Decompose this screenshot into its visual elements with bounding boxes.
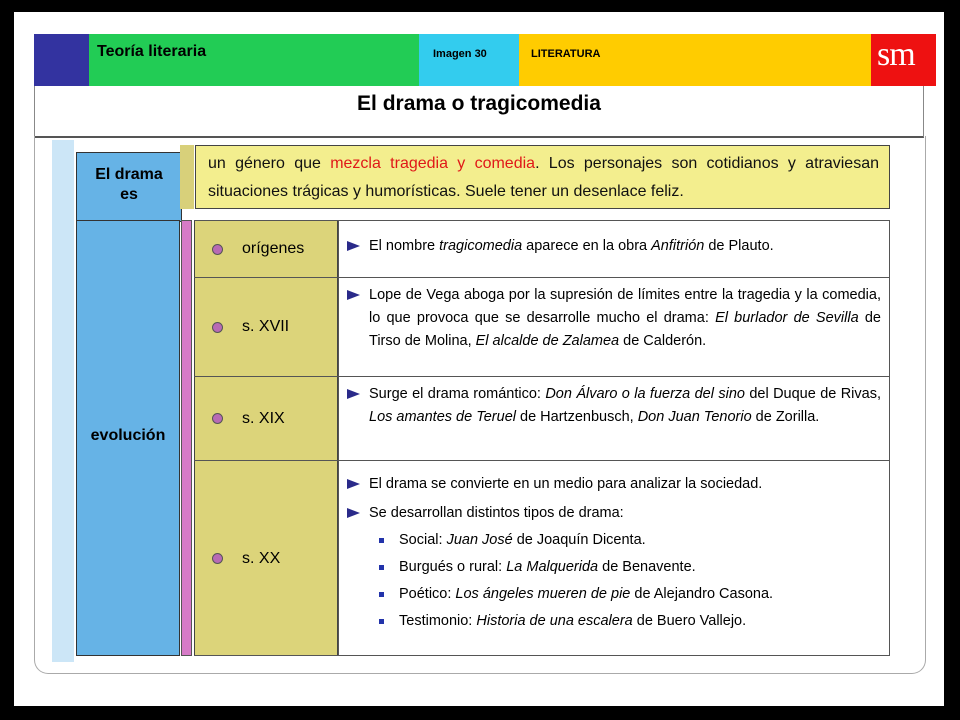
work-title: El burlador de Sevilla — [715, 310, 859, 326]
row-xix — [194, 376, 890, 460]
xix-paragraph — [369, 383, 881, 429]
header-bar — [34, 34, 936, 86]
work-title: Don Juan Tenorio — [637, 409, 752, 425]
author: de Buero Vallejo. — [632, 613, 747, 629]
text: El drama se convierte en un medio para analizar la sociedad. — [369, 476, 763, 492]
text: de Zorilla. — [751, 409, 820, 425]
definition-pre: un género que — [208, 155, 331, 172]
square-bullet-icon — [379, 619, 384, 624]
list-item — [369, 529, 881, 552]
pink-divider — [181, 220, 192, 656]
bullet-dot-icon — [212, 413, 223, 424]
subject-label: LITERATURA — [519, 34, 871, 86]
square-bullet-icon — [379, 538, 384, 543]
list-item — [369, 556, 881, 579]
period-label: orígenes — [242, 240, 305, 257]
arrow-bullet-icon — [347, 241, 360, 251]
row-label — [194, 461, 338, 656]
square-bullet-icon — [379, 565, 384, 570]
drama-kind: Poético: — [399, 586, 456, 602]
work-title: Los ángeles mueren de pie — [455, 586, 631, 602]
work-title: Los amantes de Teruel — [369, 409, 516, 425]
definition-highlight: mezcla tragedia y comedia — [330, 155, 536, 172]
text: Se desarrollan distintos tipos de drama: — [369, 505, 624, 521]
row-text — [338, 221, 890, 277]
header-blue-block — [34, 34, 89, 86]
row-label — [194, 221, 338, 277]
arrow-bullet-icon — [347, 290, 360, 300]
square-bullet-icon — [379, 592, 384, 597]
row-origenes — [194, 220, 890, 277]
drama-kind: Burgués o rural: — [399, 559, 507, 575]
origins-paragraph — [369, 235, 881, 258]
arrow-bullet-icon — [347, 479, 360, 489]
image-label: Imagen 30 — [419, 34, 519, 86]
text: El nombre — [369, 238, 440, 254]
work-title: Anfitrión — [651, 238, 705, 254]
drama-kind: Testimonio: — [399, 613, 477, 629]
drama-kind: Social: — [399, 532, 447, 548]
text: Lope de Vega aboga por la supresión de límites entre la tragedia y la comedia, lo que provoca que se desarrolle mucho el drama: — [369, 287, 881, 326]
work-title: tragicomedia — [439, 238, 523, 254]
definition-label: El drama es — [76, 152, 182, 222]
definition-olive-strip — [180, 145, 194, 209]
bullet-dot-icon — [212, 244, 223, 255]
text: de Tirso de Molina, — [369, 310, 881, 349]
text: de Plauto. — [704, 238, 774, 254]
list-item — [369, 583, 881, 606]
author: de Joaquín Dicenta. — [512, 532, 646, 548]
page-title: El drama o tragicomedia — [357, 92, 601, 115]
arrow-bullet-icon — [347, 508, 360, 518]
author: de Alejandro Casona. — [630, 586, 774, 602]
period-label: s. XVII — [242, 318, 290, 335]
bullet-dot-icon — [212, 322, 223, 333]
left-blue-strip — [52, 140, 74, 662]
arrow-bullet-icon — [347, 389, 360, 399]
period-label: s. XIX — [242, 409, 285, 427]
work-title: Don Álvaro o la fuerza del sino — [545, 386, 745, 402]
row-label — [194, 377, 338, 460]
period-label: s. XX — [242, 549, 281, 567]
row-text — [338, 461, 890, 656]
work-title: La Malquerida — [506, 559, 599, 575]
text: de Hartzenbusch, — [515, 409, 638, 425]
xx-paragraph-2 — [369, 502, 881, 525]
evolution-label: evolución — [76, 220, 180, 656]
text: aparece en la obra — [522, 238, 652, 254]
row-xx — [194, 460, 890, 656]
work-title: El alcalde de Zalamea — [475, 333, 620, 349]
row-text — [338, 377, 890, 460]
row-xvii — [194, 277, 890, 376]
table-bottom-border — [194, 655, 890, 656]
slide — [14, 12, 944, 706]
xx-paragraph-1 — [369, 473, 881, 496]
definition-text — [195, 145, 890, 209]
list-item — [369, 610, 881, 633]
row-text — [338, 278, 890, 376]
work-title: Juan José — [446, 532, 513, 548]
row-label — [194, 278, 338, 376]
bullet-dot-icon — [212, 553, 223, 564]
author: de Benavente. — [598, 559, 696, 575]
definition-post: . Los personajes son cotidianos y atraviesan situaciones trágicas y humorísticas. Suele tener un desenlace feliz. — [208, 155, 879, 200]
section-title: Teoría literaria — [89, 34, 419, 86]
text: de Calderón. — [619, 333, 707, 349]
sm-logo: sm — [871, 34, 936, 86]
work-title: Historia de una escalera — [476, 613, 633, 629]
xvii-paragraph — [369, 284, 881, 353]
text: Surge el drama romántico: — [369, 386, 546, 402]
text: del Duque de Rivas, — [744, 386, 881, 402]
